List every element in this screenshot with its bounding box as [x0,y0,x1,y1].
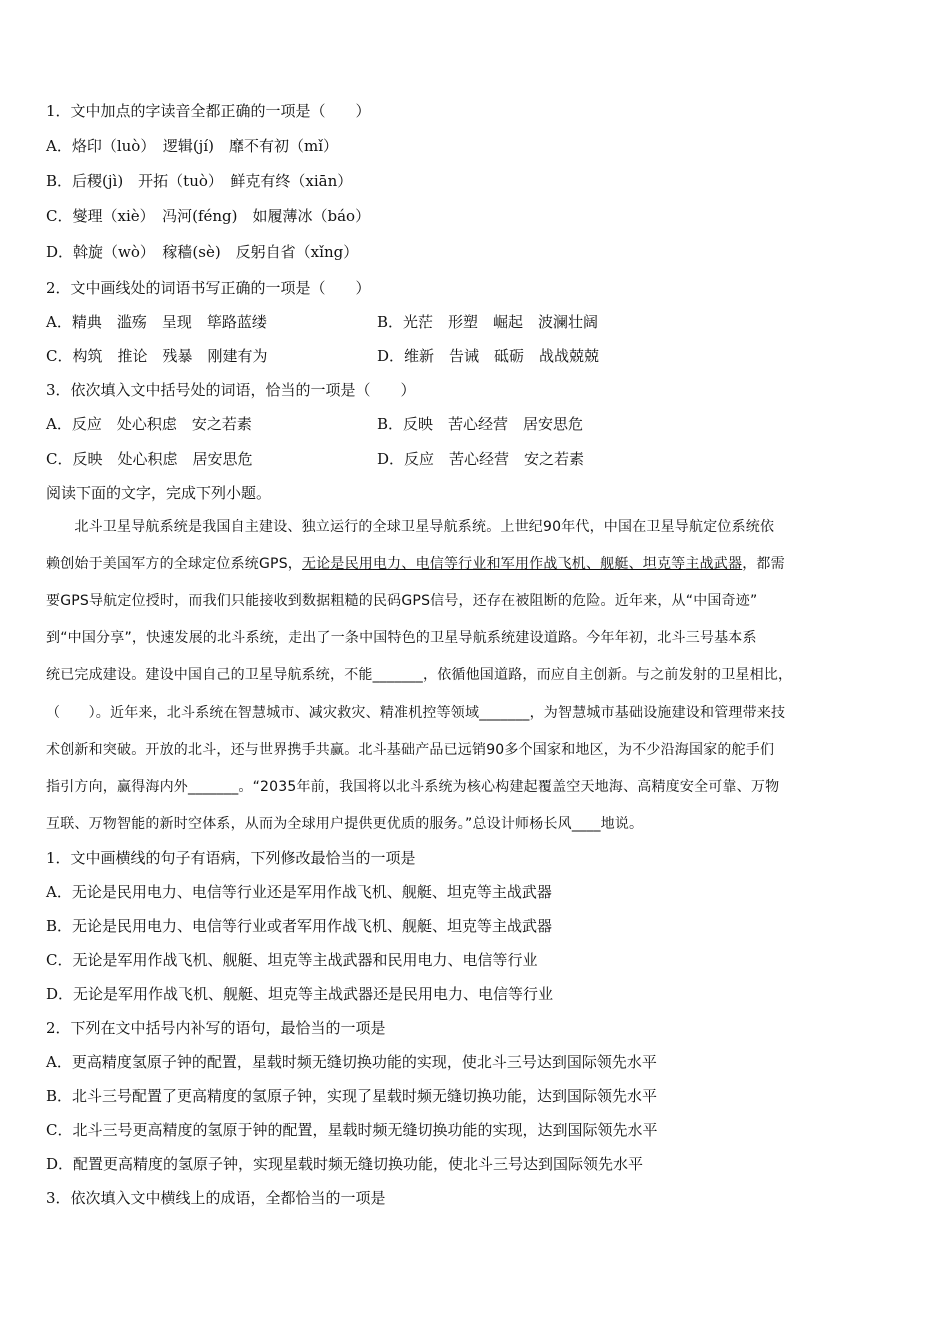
option-text: 燮理（xiè） 冯河(féng) 如履薄冰（báo） [72,207,371,225]
passage-line: 统已完成建设。建设中国自己的卫星导航系统，不能_______，依循他国道路，而应自主创新。与之前发射的卫星相比， [46,667,793,683]
option-text: 北斗三号更高精度的氢原于钟的配置，星载时频无缝切换功能的实现，达到国际领先水平 [72,1121,658,1139]
option-letter: B． [46,917,73,935]
q2-option-b [377,312,598,332]
passage-line: 要GPS导航定位授时，而我们只能接收到数据粗糙的民码GPS信号，还存在被阻断的危险。近年来，从“中国奇迹” [46,593,758,609]
s2-q1-option-d [46,984,553,1004]
q2-option-c [46,346,377,366]
passage-line: 互联、万物智能的新时空体系，从而为全球用户提供更优质的服务。”总设计师杨长风____地说。 [46,816,644,832]
passage-line: 指引方向，赢得海内外_______。“2035年前，我国将以北斗系统为核心构建起覆盖空天地海、高精度安全可靠、万物 [46,779,780,795]
s2-q2-option-d [46,1154,643,1174]
option-letter: B． [377,313,404,331]
option-letter: B． [377,415,404,433]
option-text: 北斗三号配置了更高精度的氢原子钟，实现了星载时频无缝切换功能，达到国际领先水平 [72,1087,658,1105]
option-letter: A． [46,313,72,331]
q3-option-b [377,414,583,434]
option-text: 维新 告诫 砥砺 战战兢兢 [404,347,600,365]
s2-q1-option-a [46,882,552,902]
s2-q1-option-c [46,950,538,970]
q1-option-d [46,242,358,262]
option-text: 无论是民用电力、电信等行业还是军用作战飞机、舰艇、坦克等主战武器 [71,883,552,901]
q2-option-d [377,346,599,366]
s2-q1-option-b [46,916,552,936]
question-1-stem: 1．文中加点的字读音全都正确的一项是（ ） [46,102,371,120]
q3-options-row-2 [46,449,584,469]
option-letter: A． [46,1053,72,1071]
option-letter: D． [377,347,405,365]
s2-q2-option-c [46,1120,658,1140]
option-letter: C． [46,450,73,468]
passage-text: ，都需 [742,556,785,572]
option-letter: B． [46,1087,73,1105]
q1-option-b [46,171,352,191]
option-text: 反应 苦心经营 安之若素 [404,450,585,468]
q2-options-row-1 [46,312,598,332]
option-letter: B． [46,172,73,190]
q3-option-d [377,449,584,469]
option-letter: C． [46,347,73,365]
passage-line: 术创新和突破。开放的北斗，还与世界携手共赢。北斗基础产品已远销90多个国家和地区，为不少沿海国家的舵手们 [46,742,775,758]
option-letter: A． [46,883,72,901]
option-text: 斡旋（wò） 稼穑(sè) 反躬自省（xǐng） [73,243,359,261]
option-letter: D． [46,1155,74,1173]
passage-line: 北斗卫星导航系统是我国自主建设、独立运行的全球卫星导航系统。上世纪90年代，中国在卫星导航定位系统依 [46,519,775,535]
option-text: 反映 处心积虑 居安思危 [72,450,253,468]
question-2-stem: 2．文中画线处的词语书写正确的一项是（ ） [46,279,371,297]
passage-line [46,553,785,573]
option-letter: D． [46,243,74,261]
option-text: 后稷(jì) 开拓（tuò） 鲜克有终（xiān） [72,172,353,190]
question-2-3-stem: 3．依次填入文中横线上的成语，全都恰当的一项是 [46,1189,386,1207]
option-letter: C． [46,951,73,969]
option-letter: D． [46,985,74,1003]
q2-option-a [46,312,377,332]
option-text: 反应 处心积虑 安之若素 [71,415,252,433]
q3-option-c [46,449,377,469]
question-2-2-stem: 2．下列在文中括号内补写的语句，最恰当的一项是 [46,1019,386,1037]
option-letter: C． [46,207,73,225]
option-letter: A． [46,137,72,155]
option-text: 光茫 形塑 崛起 波澜壮阔 [403,313,599,331]
passage-line: （ ）。近年来，北斗系统在智慧城市、减灾救灾、精准机控等领域_______，为智慧城市基础设施建设和管理带来技 [46,705,786,721]
option-text: 配置更高精度的氢原子钟，实现星载时频无缝切换功能，使北斗三号达到国际领先水平 [73,1155,644,1173]
s2-q2-option-a [46,1052,657,1072]
option-letter: A． [46,415,72,433]
q3-option-a [46,414,377,434]
option-text: 构筑 推论 残暴 刚建有为 [72,347,268,365]
q3-options-row-1 [46,414,583,434]
question-2-1-stem: 1．文中画横线的句子有语病，下列修改最恰当的一项是 [46,849,416,867]
underlined-sentence: 无论是民用电力、电信等行业和军用作战飞机、舰艇、坦克等主战武器 [301,556,743,572]
option-text: 无论是民用电力、电信等行业或者军用作战飞机、舰艇、坦克等主战武器 [72,917,553,935]
q1-option-a [46,136,338,156]
s2-q2-option-b [46,1086,657,1106]
passage-line: 到“中国分享”，快速发展的北斗系统，走出了一条中国特色的卫星导航系统建设道路。今年年初，北斗三号基本系 [46,630,757,646]
option-text: 无论是军用作战飞机、舰艇、坦克等主战武器和民用电力、电信等行业 [72,951,538,969]
reading-instruction: 阅读下面的文字，完成下列小题。 [46,484,272,502]
option-letter: D． [377,450,405,468]
passage-text: 赖创始于美国军方的全球定位系统GPS， [46,556,302,572]
option-text: 无论是军用作战飞机、舰艇、坦克等主战武器还是民用电力、电信等行业 [73,985,554,1003]
option-letter: C． [46,1121,73,1139]
option-text: 烙印（luò） 逻辑(jí) 靡不有初（mǐ） [71,137,339,155]
option-text: 精典 滥殇 呈现 筚路蓝缕 [71,313,267,331]
q2-options-row-2 [46,346,599,366]
question-3-stem: 3．依次填入文中括号处的词语，恰当的一项是（ ） [46,381,416,399]
q1-option-c [46,206,370,226]
option-text: 更高精度氢原子钟的配置，星载时频无缝切换功能的实现，使北斗三号达到国际领先水平 [71,1053,657,1071]
option-text: 反映 苦心经营 居安思危 [403,415,584,433]
